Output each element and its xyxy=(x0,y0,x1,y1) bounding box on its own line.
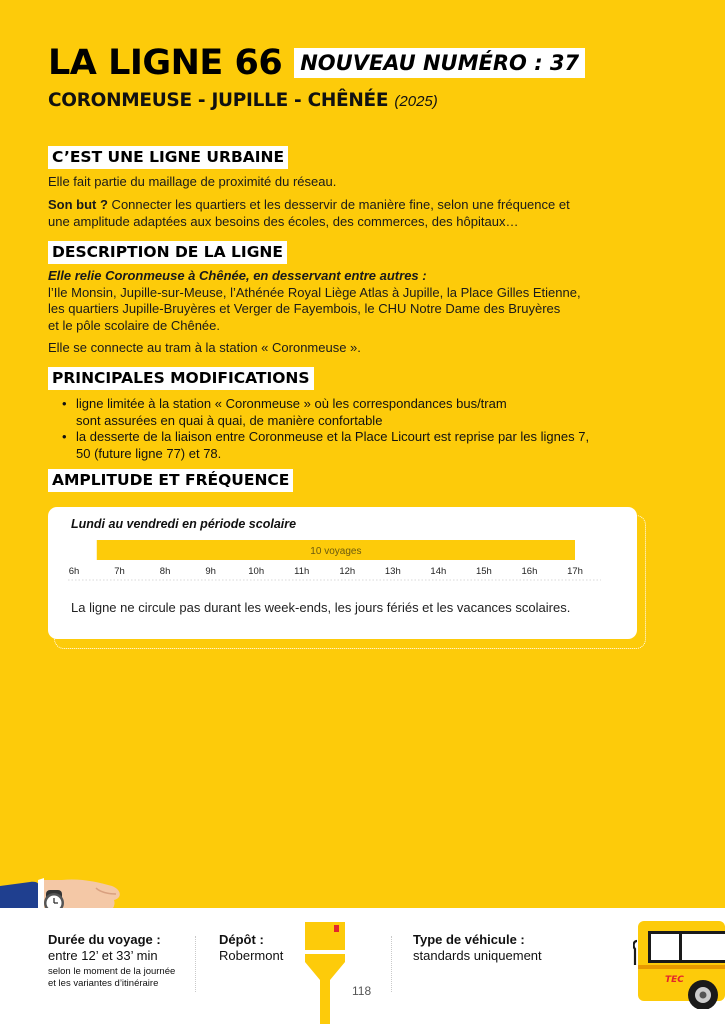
description-line-3: et le pôle scolaire de Chênée. xyxy=(48,317,221,333)
route-year: (2025) xyxy=(394,93,438,110)
hour-tick-label: 9h xyxy=(205,566,216,577)
hour-tick-label: 16h xyxy=(521,566,538,577)
list-item: • ligne limitée à la station « Coronmeuse » où les correspondances bus/tram sont assurées en quai à quai, de manière confortable xyxy=(62,396,622,429)
hour-tick-label: 17h xyxy=(567,566,583,577)
description-line-2: les quartiers Jupille-Bruyères et Verger de Fayembois, le CHU Notre Dame des Bruyères xyxy=(48,301,561,316)
route-name: CORONMEUSE - JUPILLE - CHÊNÉE xyxy=(48,90,389,111)
page-number: 118 xyxy=(352,984,372,998)
new-number-badge: NOUVEAU NUMÉRO : 37 xyxy=(294,48,585,78)
depot-title: Dépôt : xyxy=(219,932,264,947)
bus-logo: TEC xyxy=(665,975,684,985)
hour-tick-label: 7h xyxy=(114,566,125,577)
tram-connection: Elle se connecte au tram à la station « Coronmeuse ». xyxy=(48,340,361,355)
description-lead: Elle relie Coronmeuse à Chênée, en desservant entre autres : xyxy=(48,268,427,283)
but-line-2: une amplitude adaptées aux besoins des écoles, des commerces, des hôpitaux… xyxy=(48,213,519,229)
vehicle-type xyxy=(413,932,542,964)
trip-duration xyxy=(48,932,175,990)
vehicle-type-title: Type de véhicule : xyxy=(413,932,525,947)
heading-modifications: PRINCIPALES MODIFICATIONS xyxy=(48,367,314,390)
hour-tick-label: 15h xyxy=(475,566,492,577)
frequency-period: Lundi au vendredi en période scolaire xyxy=(71,517,297,531)
frequency-band-label: 10 voyages xyxy=(310,546,362,557)
but-label: Son but ? xyxy=(48,197,108,212)
title-row xyxy=(48,40,585,86)
vehicle-type-value: standards uniquement xyxy=(413,948,542,963)
frequency-timeline xyxy=(48,507,637,597)
frequency-card xyxy=(48,507,637,639)
hour-tick-label: 11h xyxy=(294,566,310,577)
hour-tick-label: 6h xyxy=(68,566,80,577)
trip-duration-note: selon le moment de la journée et les variantes d’itinéraire xyxy=(48,966,176,989)
hour-tick-label: 12h xyxy=(339,566,356,577)
route-subtitle xyxy=(48,90,438,111)
depot-value: Robermont xyxy=(219,948,284,963)
page-title: LA LIGNE 66 xyxy=(48,43,283,83)
bus-stop-sign-icon xyxy=(305,920,349,1024)
description-line-1: l’Ile Monsin, Jupille-sur-Meuse, l’Athénée Royal Liège Atlas à Jupille, la Place Gilles Etienne, xyxy=(48,284,581,300)
heading-amplitude-frequence: AMPLITUDE ET FRÉQUENCE xyxy=(48,469,293,492)
trip-duration-title: Durée du voyage : xyxy=(48,932,161,947)
description-text xyxy=(48,268,608,334)
urbaine-text: Elle fait partie du maillage de proximité du réseau. xyxy=(48,174,337,189)
trip-duration-value: entre 12’ et 33’ min xyxy=(48,948,158,963)
hour-tick-label: 13h xyxy=(384,566,401,577)
depot xyxy=(219,932,283,964)
modifications-list xyxy=(62,396,622,462)
urbaine-but xyxy=(48,197,588,230)
heading-description: DESCRIPTION DE LA LIGNE xyxy=(48,241,287,264)
bus-icon xyxy=(633,919,725,1009)
hour-tick-label: 8h xyxy=(159,566,171,577)
footer-info-bar xyxy=(0,908,725,1024)
but-line-1: Connecter les quartiers et les desservir de manière fine, selon une fréquence et xyxy=(107,197,570,212)
frequency-note: La ligne ne circule pas durant les week-ends, les jours fériés et les vacances scolaires. xyxy=(71,600,571,615)
divider xyxy=(195,936,196,992)
list-item: • la desserte de la liaison entre Coronmeuse et la Place Licourt est reprise par les lignes 7, 50 (future ligne 77) et 78. xyxy=(62,429,622,462)
hour-tick-label: 14h xyxy=(430,566,447,577)
heading-ligne-urbaine: C’EST UNE LIGNE URBAINE xyxy=(48,146,288,169)
hour-tick-label: 10h xyxy=(248,566,265,577)
divider xyxy=(391,936,392,992)
